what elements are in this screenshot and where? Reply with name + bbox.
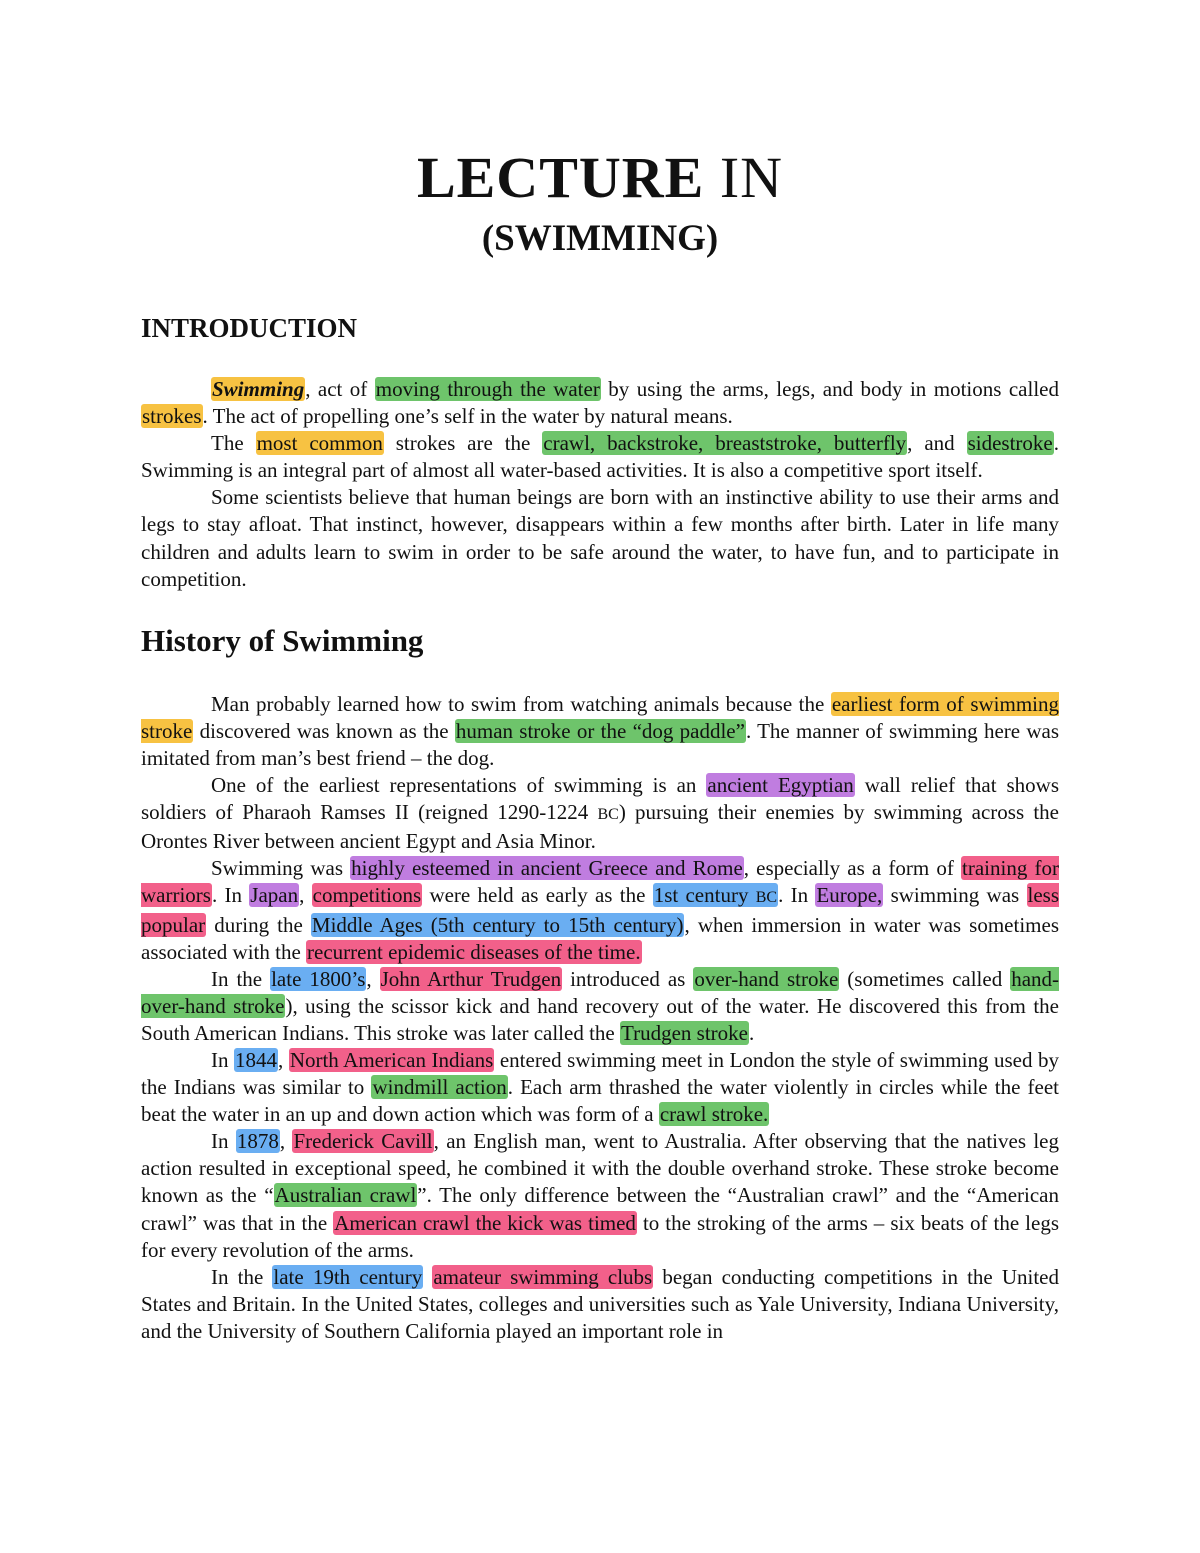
text-run: . Swimming is an integral part of almost all water-based activities. It is also a competitive sport itself. [141, 431, 1059, 483]
text-run: . In [211, 883, 250, 908]
highlight-blue: 1878 [236, 1129, 279, 1154]
text-run: introduced as [562, 966, 694, 991]
highlight-green: over-hand stroke [694, 966, 839, 991]
text-run: Man probably learned how to swim from watching animals because the [211, 691, 831, 716]
highlight-blue [653, 883, 778, 907]
text-run: , and [907, 431, 967, 456]
highlight-pink: John Arthur Trudgen [380, 966, 562, 991]
highlight-blue: 1844 [235, 1047, 278, 1072]
history-paragraph-2 [141, 772, 1059, 855]
text-run: , [278, 1047, 289, 1072]
text-run: . [748, 1020, 755, 1045]
highlight-green: crawl, backstroke, breaststroke, butterfly [543, 431, 907, 456]
text-run: ), using the scissor kick and hand recovery out of the water. He discovered this from the South American Indians. This stroke was later called the [141, 993, 1059, 1045]
highlight-green: human stroke or the “dog paddle” [455, 718, 745, 743]
highlight-pink: less popular [141, 883, 1059, 937]
text-run: entered swimming meet in London the style of swimming used by the Indians was similar to [141, 1047, 1060, 1100]
text-run: by using the arms, legs, and body in motions called [600, 377, 1059, 401]
text-run: swimming was [883, 883, 1027, 908]
highlight-pink: training for warriors [141, 856, 1059, 908]
history-paragraph-4 [141, 966, 1059, 1047]
text-run: discovered was known as the [193, 718, 455, 743]
highlight-green: hand-over-hand stroke [141, 966, 1060, 1018]
text-run: . The manner of swimming here was imitated from man’s best friend – the dog. [141, 718, 1060, 770]
text-run: . Each arm thrashed the water violently in circles while the feet beat the water in an up and down action which was form of a [141, 1075, 1059, 1127]
text-run: In [211, 1047, 235, 1072]
highlight-yellow: Swimming [212, 377, 305, 401]
highlight-yellow: strokes [142, 404, 202, 429]
history-paragraph-6 [141, 1128, 1059, 1263]
history-paragraph-7 [141, 1264, 1059, 1345]
text-run [423, 1265, 432, 1289]
highlight-green: windmill action [372, 1075, 507, 1100]
intro-paragraph-2 [141, 430, 1059, 484]
text-run: began conducting competitions in the United States and Britain. In the United States, colleges and universities such as Yale University, Indiana University, and the University of Southern California played an important role in [141, 1264, 1059, 1343]
text-run: Swimming was [211, 856, 351, 881]
highlight-purple: Japan [250, 883, 299, 908]
text-run: (sometimes called [839, 966, 1011, 991]
highlight-pink: American crawl the kick was timed [334, 1210, 636, 1235]
text-run: In the [211, 1264, 273, 1289]
title-word-in: IN [719, 145, 784, 210]
text-run: , especially as a form of [743, 856, 962, 881]
highlight-green: Australian crawl [274, 1183, 417, 1208]
history-paragraph-1 [141, 691, 1059, 772]
text-run: , an English man, went to Australia. After observing that the natives leg action resulted in exceptional speed, he combined it with the double overhand stroke. These stroke become known as the “ [141, 1129, 1060, 1208]
small-caps-text: BC [597, 806, 619, 824]
text-run: ”. The only difference between the “Australian crawl” and the “American crawl” was that in the [141, 1183, 1059, 1235]
title-word-lecture: LECTURE [416, 145, 705, 210]
text-run: , [279, 1129, 293, 1154]
text-run: during the [206, 912, 311, 937]
highlight-green: Trudgen stroke [621, 1020, 748, 1045]
highlight-pink: North American Indians [289, 1047, 494, 1072]
text-run: . The act of propelling one’s self in the water by natural means. [202, 404, 733, 429]
introduction-heading: INTRODUCTION [141, 313, 358, 343]
intro-paragraph-1 [141, 376, 1059, 430]
highlight-pink: competitions [312, 883, 422, 908]
text-run: , when immersion in water was sometimes associated with the [141, 912, 1059, 964]
history-paragraph-5 [141, 1047, 1059, 1128]
highlight-blue: late 1800’s [271, 966, 366, 991]
highlight-purple: ancient Egyptian [707, 773, 854, 798]
text-run: In [211, 1129, 236, 1154]
text-run: , [366, 966, 380, 991]
page-title [141, 140, 1059, 216]
highlight-purple: Europe, [816, 883, 883, 908]
highlight-blue: Middle Ages (5th century to 15th century) [311, 912, 684, 937]
text-run: ) pursuing their enemies by swimming across the Orontes River between ancient Egypt and Asia Minor. [141, 800, 1059, 854]
highlight-pink: Frederick Cavill [293, 1129, 433, 1154]
text-run: wall relief that shows soldiers of Pharaoh Ramses II (reigned 1290-1224 [141, 773, 1060, 825]
highlight-green: moving through the water [375, 377, 600, 401]
text-run: . In [778, 883, 816, 908]
intro-paragraph-3: Some scientists believe that human beings are born with an instinctive ability to use their arms and legs to stay afloat. That instinct, however, disappears within a few months after birth. Later in life many children and adults learn to swim in order to be safe around the water, to have fun, and to participate in competition. [141, 485, 1059, 591]
highlight-green: crawl stroke. [659, 1102, 769, 1127]
document-page [141, 140, 1059, 1345]
text-run: , [299, 883, 312, 908]
text-run: strokes are the [383, 431, 543, 456]
highlight-pink: amateur swimming clubs [433, 1264, 653, 1289]
text-run: One of the earliest representations of swimming is an [211, 773, 707, 798]
text-run: were held as early as the [422, 883, 653, 908]
text-run: The [211, 431, 256, 456]
highlight-yellow: earliest form of swimming stroke [141, 691, 1059, 743]
highlight-yellow: most common [256, 431, 383, 456]
history-heading: History of Swimming [141, 622, 424, 658]
highlight-green: sidestroke [967, 431, 1053, 456]
text-run: , act of [305, 377, 375, 401]
history-paragraph-3 [141, 855, 1059, 965]
text-run: 1st century [653, 883, 756, 908]
page-subtitle: (SWIMMING) [481, 218, 719, 259]
text-run: to the stroking of the arms – six beats of the legs for every revolution of the arms. [141, 1210, 1059, 1262]
highlight-pink: recurrent epidemic diseases of the time. [307, 939, 641, 964]
highlight-purple: highly esteemed in ancient Greece and Rome [351, 856, 743, 881]
small-caps-text: BC [755, 889, 778, 907]
highlight-blue: late 19th century [273, 1264, 423, 1289]
text-run: In the [211, 966, 271, 991]
